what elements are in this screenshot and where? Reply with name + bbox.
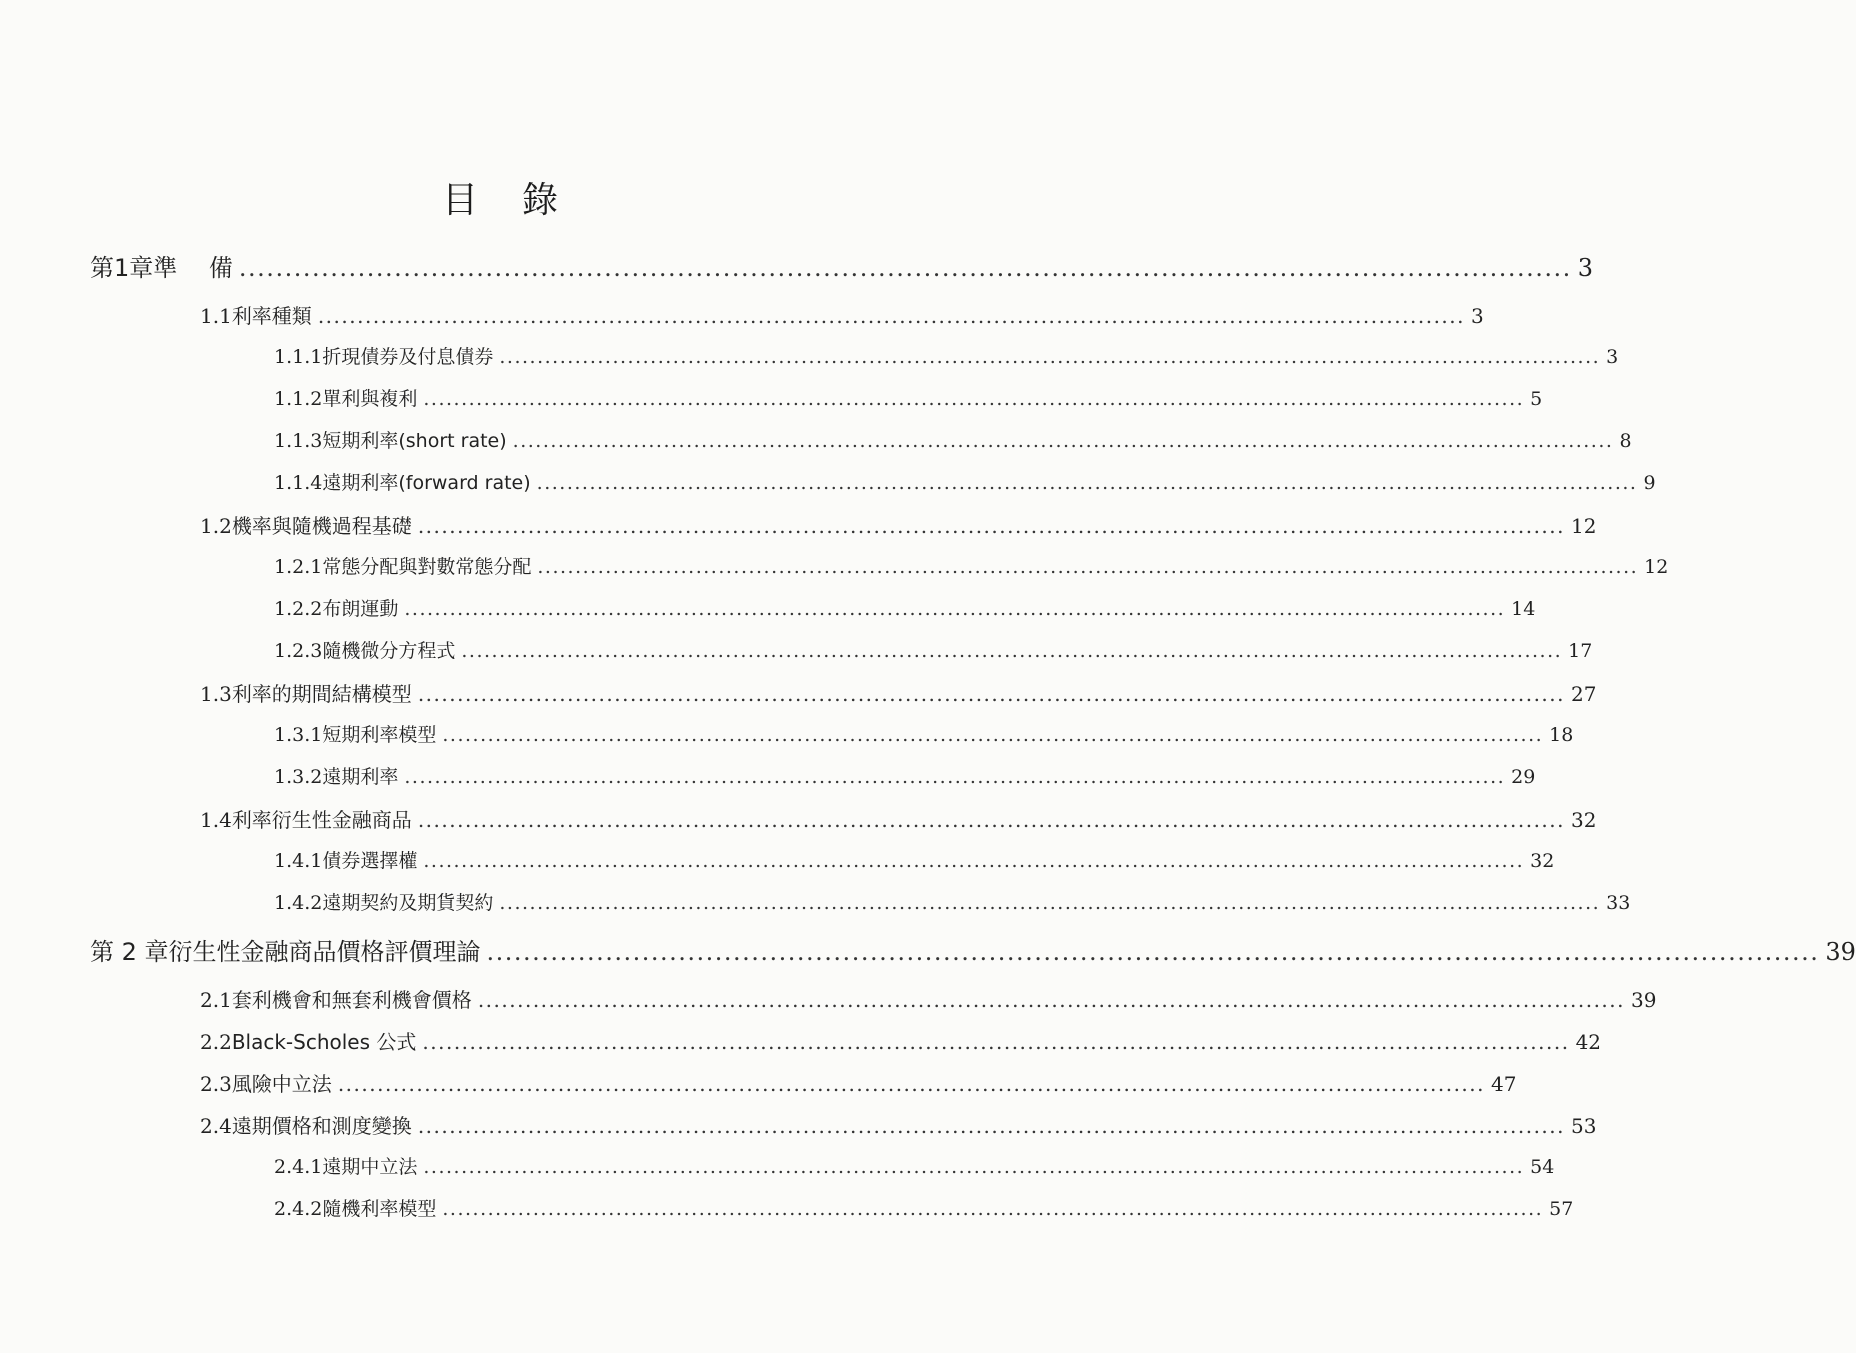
entry-page-number: 14 xyxy=(1511,598,1536,620)
entry-page-number: 39 xyxy=(1825,938,1856,966)
entry-title: 遠期契約及期貨契約 xyxy=(322,892,494,914)
dot-leader: .................................................................................................................................................. xyxy=(536,472,1638,494)
entry-number: 1.4.1 xyxy=(274,850,323,872)
entry-title: 短期利率模型 xyxy=(322,724,437,746)
entry-title: 折現債券及付息債券 xyxy=(322,346,494,368)
dot-leader: .................................................................................................................................................. xyxy=(417,682,1565,706)
entry-page-number: 18 xyxy=(1549,724,1574,746)
entry-number: 2.4.1 xyxy=(274,1156,323,1178)
dot-leader: .................................................................................................................................................. xyxy=(417,808,1565,832)
entry-page-number: 3 xyxy=(1577,254,1594,282)
dot-leader: .................................................................................................................................................. xyxy=(404,766,1506,788)
toc-subsection-entry xyxy=(274,468,1656,495)
entry-number: 1.2.2 xyxy=(274,598,323,620)
entry-title: 遠期利率 xyxy=(322,766,399,788)
entry-title: 利率的期間結構模型 xyxy=(231,682,412,706)
entry-page-number: 33 xyxy=(1606,892,1631,914)
entry-number: 1.3.1 xyxy=(274,724,323,746)
dot-leader: .................................................................................................................................................. xyxy=(337,1072,1485,1096)
dot-leader: .................................................................................................................................................. xyxy=(417,514,1565,538)
dot-leader: .................................................................................................................................................. xyxy=(423,1156,1525,1178)
entry-page-number: 42 xyxy=(1575,1030,1602,1054)
entry-page-number: 3 xyxy=(1471,304,1484,328)
toc-section-entry xyxy=(200,1110,1597,1139)
toc-subsection-entry xyxy=(274,762,1536,789)
toc-section-entry xyxy=(200,510,1597,539)
entry-page-number: 39 xyxy=(1631,988,1657,1012)
entry-page-number: 12 xyxy=(1644,556,1669,578)
dot-leader: .................................................................................................................................................. xyxy=(499,346,1601,368)
entry-title: 短期利率(short rate) xyxy=(322,430,507,452)
dot-leader: .................................................................................................................................................. xyxy=(423,850,1525,872)
dot-leader: .................................................................................................................................................. xyxy=(422,1030,1570,1054)
dot-leader: .................................................................................................................................................. xyxy=(442,1198,1544,1220)
dot-leader: .................................................................................................................................................. xyxy=(317,304,1465,328)
entry-page-number: 5 xyxy=(1530,388,1543,410)
entry-number: 第 2 章 xyxy=(90,938,169,966)
entry-page-number: 57 xyxy=(1549,1198,1574,1220)
dot-leader: .................................................................................................................................................. xyxy=(442,724,1544,746)
entry-title: 單利與複利 xyxy=(322,388,418,410)
entry-page-number: 9 xyxy=(1643,472,1656,494)
entry-number: 1.2.1 xyxy=(274,556,323,578)
dot-leader: .................................................................................................................................................. xyxy=(238,254,1572,282)
toc-section-entry xyxy=(200,984,1657,1013)
entry-number: 1.1.4 xyxy=(274,472,323,494)
entry-title: 遠期中立法 xyxy=(322,1156,418,1178)
entry-number: 2.2 xyxy=(200,1030,232,1054)
dot-leader: .................................................................................................................................................. xyxy=(423,388,1525,410)
toc-subsection-entry xyxy=(274,426,1632,453)
toc-subsection-entry xyxy=(274,720,1574,747)
toc-section-entry xyxy=(200,300,1484,329)
entry-page-number: 47 xyxy=(1491,1072,1517,1096)
toc-subsection-entry xyxy=(274,552,1669,579)
entry-title: 衍生性金融商品價格評價理論 xyxy=(168,938,481,966)
entry-title: 遠期價格和測度變換 xyxy=(231,1114,412,1138)
toc-section-entry xyxy=(200,678,1597,707)
dot-leader: .................................................................................................................................................. xyxy=(404,598,1506,620)
entry-title: 遠期利率(forward rate) xyxy=(322,472,531,494)
entry-page-number: 8 xyxy=(1619,430,1632,452)
entry-page-number: 29 xyxy=(1511,766,1536,788)
entry-page-number: 54 xyxy=(1530,1156,1555,1178)
entry-page-number: 27 xyxy=(1571,682,1597,706)
entry-number: 2.4 xyxy=(200,1114,232,1138)
toc-subsection-entry xyxy=(274,1152,1555,1179)
entry-page-number: 32 xyxy=(1530,850,1555,872)
entry-number: 1.4.2 xyxy=(274,892,323,914)
entry-title: 布朗運動 xyxy=(322,598,399,620)
dot-leader: .................................................................................................................................................. xyxy=(477,988,1625,1012)
toc-subsection-entry xyxy=(274,384,1543,411)
dot-leader: .................................................................................................................................................. xyxy=(486,938,1820,966)
dot-leader: .................................................................................................................................................. xyxy=(499,892,1601,914)
entry-number: 1.1 xyxy=(200,304,232,328)
entry-number: 1.1.3 xyxy=(274,430,323,452)
toc-subsection-entry xyxy=(274,342,1619,369)
entry-title: 利率衍生性金融商品 xyxy=(231,808,412,832)
entry-number: 1.1.1 xyxy=(274,346,323,368)
entry-number: 1.1.2 xyxy=(274,388,323,410)
entry-title: 套利機會和無套利機會價格 xyxy=(231,988,472,1012)
toc-chapter-entry xyxy=(90,248,1594,283)
entry-number: 2.1 xyxy=(200,988,232,1012)
entry-page-number: 32 xyxy=(1571,808,1597,832)
entry-number: 1.2 xyxy=(200,514,232,538)
page-title: 目錄 xyxy=(441,180,602,221)
toc-subsection-entry xyxy=(274,636,1593,663)
dot-leader: .................................................................................................................................................. xyxy=(537,556,1639,578)
toc-section-entry xyxy=(200,1068,1517,1097)
entry-title: 隨機利率模型 xyxy=(322,1198,437,1220)
entry-page-number: 12 xyxy=(1571,514,1597,538)
entry-title: 常態分配與對數常態分配 xyxy=(322,556,532,578)
entry-page-number: 17 xyxy=(1568,640,1593,662)
entry-title: 利率種類 xyxy=(231,304,312,328)
entry-page-number: 3 xyxy=(1606,346,1619,368)
toc-chapter-entry xyxy=(90,932,1856,967)
dot-leader: .................................................................................................................................................. xyxy=(417,1114,1565,1138)
entry-title: Black-Scholes 公式 xyxy=(231,1030,417,1054)
entry-title: 機率與隨機過程基礎 xyxy=(231,514,412,538)
toc-subsection-entry xyxy=(274,1194,1574,1221)
toc-subsection-entry xyxy=(274,888,1631,915)
entry-number: 1.2.3 xyxy=(274,640,323,662)
toc-section-entry xyxy=(200,804,1597,833)
entry-title: 隨機微分方程式 xyxy=(322,640,456,662)
toc-subsection-entry xyxy=(274,594,1536,621)
entry-number: 1.4 xyxy=(200,808,232,832)
dot-leader: .................................................................................................................................................. xyxy=(512,430,1614,452)
entry-number: 1.3 xyxy=(200,682,232,706)
entry-number: 1.3.2 xyxy=(274,766,323,788)
toc-section-entry xyxy=(200,1026,1602,1055)
entry-title: 風險中立法 xyxy=(231,1072,332,1096)
entry-title: 債券選擇權 xyxy=(322,850,418,872)
entry-number: 2.4.2 xyxy=(274,1198,323,1220)
entry-title: 準 備 xyxy=(153,254,233,282)
dot-leader: .................................................................................................................................................. xyxy=(461,640,1563,662)
toc-subsection-entry xyxy=(274,846,1555,873)
entry-number: 2.3 xyxy=(200,1072,232,1096)
entry-page-number: 53 xyxy=(1571,1114,1597,1138)
entry-number: 第1章 xyxy=(90,254,154,282)
